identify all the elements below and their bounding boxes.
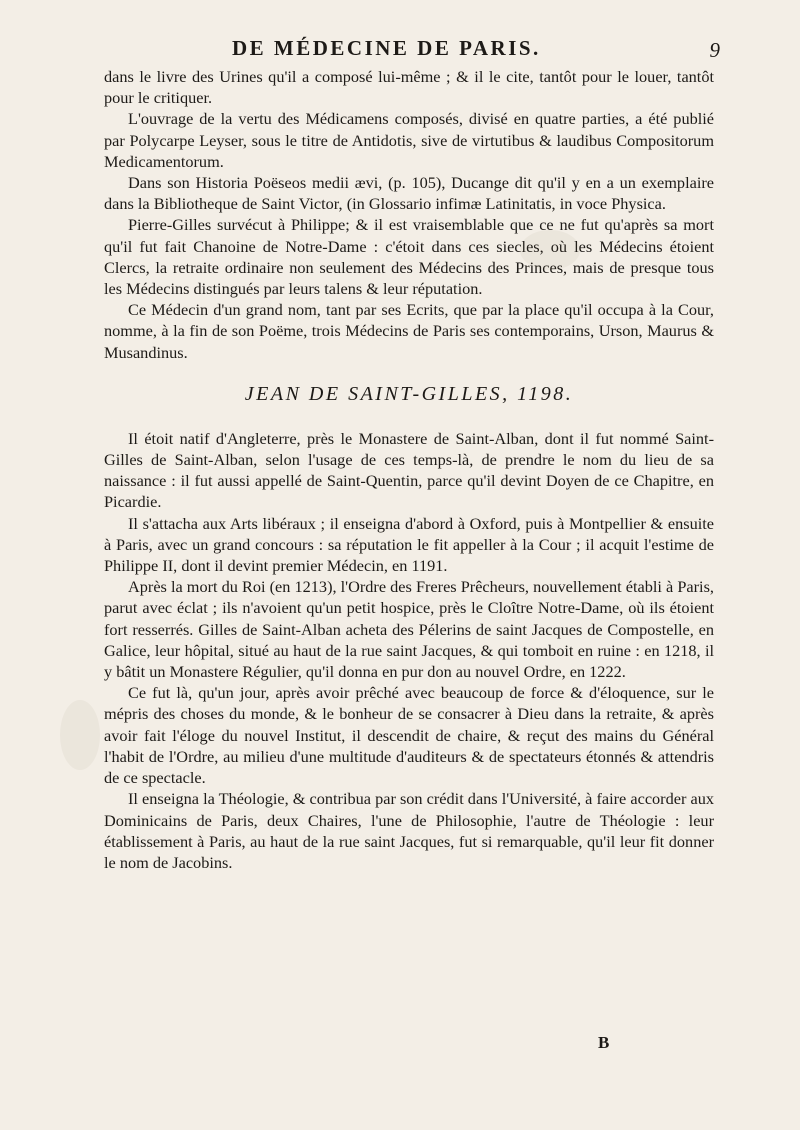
- paragraph: Il s'attacha aux Arts libéraux ; il enseigna d'abord à Oxford, puis à Montpellier & ensuite à Paris, avec un grand concours : sa réputation le fit appeller à la Cour ; il acquit l'estime de Philippe II, dont il devint premier Médecin, en 1191.: [104, 513, 714, 576]
- text-block-after: [104, 428, 714, 873]
- paragraph: L'ouvrage de la vertu des Médicamens composés, divisé en quatre parties, a été publié par Polycarpe Leyser, sous le titre de Antidotis, sive de virtutibus & laudibus Compositorum Medicamentorum.: [104, 109, 714, 171]
- paragraph: dans le livre des Urines qu'il a composé lui-même ; & il le cite, tantôt pour le louer, tantôt pour le critiquer.: [104, 67, 714, 108]
- paragraph: Après la mort du Roi (en 1213), l'Ordre des Freres Prêcheurs, nouvellement établi à Paris, parut avec éclat ; ils n'avoient qu'un petit hospice, près le Cloître Notre-Dame, où ils étoient fort resserrés. Gilles de Saint-Alban acheta des Pélerins de saint Jacques de Compostelle, en Galice, leur hôpital, situé au haut de la rue saint Jacques, & qui tomboit en ruine : en 1218, il y bâtit un Monastere Régulier, qu'il donna en pur don au nouvel Ordre, en 1222.: [104, 577, 714, 682]
- section-heading: JEAN DE SAINT-GILLES, 1198.: [244, 382, 574, 405]
- signature-mark: B: [598, 1033, 610, 1052]
- paper-stain: [60, 700, 100, 770]
- running-head: [104, 36, 720, 66]
- paragraph: Dans son Historia Poëseos medii ævi, (p. 105), Ducange dit qu'il y en a un exemplaire dans la Bibliotheque de Saint Victor, (in Glossario infimæ Latinitatis, in voce Physica.: [104, 173, 714, 214]
- running-title: DE MÉDECINE DE PARIS.: [232, 36, 541, 60]
- text-block-before: [104, 66, 714, 363]
- paragraph: Il enseigna la Théologie, & contribua par son crédit dans l'Université, à faire accorder aux Dominicains de Paris, deux Chaires, l'une de Philosophie, l'autre de Théologie : leur établissement à Paris, au haut de la rue saint Jacques, fut si remarquable, qu'il leur fit donner le nom de Jacobins.: [104, 789, 714, 872]
- paragraph: Ce fut là, qu'un jour, après avoir prêché avec beaucoup de force & d'éloquence, sur le mépris des choses du monde, & le bonheur de se consacrer à Dieu dans la retraite, & après avoir fait l'éloge du nouvel Institut, il descendit de chaire, & reçut des mains du Général l'habit de l'Ordre, au milieu d'une multitude d'auditeurs & de spectateurs étonnés & attendris de ce spectacle.: [104, 683, 714, 788]
- page-number: 9: [709, 38, 720, 62]
- paragraph: Il étoit natif d'Angleterre, près le Monastere de Saint-Alban, dont il fut nommé Saint-Gilles de Saint-Alban, selon l'usage de ces temps-là, de prendre le nom du lieu de sa naissance : il fut aussi appellé de Saint-Quentin, parce qu'il devint Doyen de ce Chapitre, en Picardie.: [104, 428, 714, 512]
- paragraph: Ce Médecin d'un grand nom, tant par ses Ecrits, que par la place qu'il occupa à la Cour, nomme, à la fin de son Poëme, trois Médecins de Paris ses contemporains, Urson, Maurus & Musandinus.: [104, 300, 714, 362]
- paragraph: Pierre-Gilles survécut à Philippe; & il est vraisemblable que ce ne fut qu'après sa mort qu'il fut fait Chanoine de Notre-Dame : c'étoit dans ces siecles, où les Médecins étoient Clercs, la retraite ordinaire non seulement des Médecins des Princes, mais de presque tous les Médecins distingués par leurs talens & leur réputation.: [104, 215, 714, 299]
- paper-stain: [520, 230, 580, 270]
